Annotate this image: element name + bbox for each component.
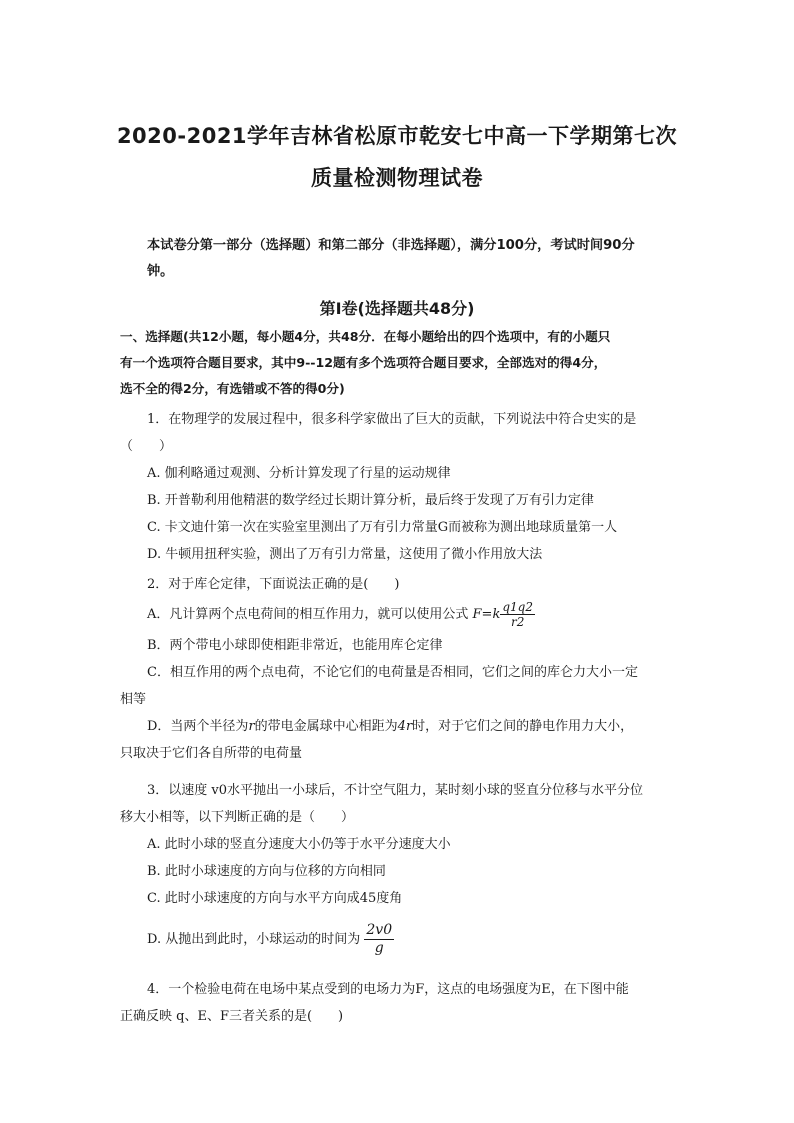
q2-d-post: 时，对于它们之间的静电作用力大小，: [412, 719, 634, 734]
q3-option-a: A. 此时小球的竖直分速度大小仍等于水平分速度大小: [147, 837, 451, 852]
coulomb-formula-fraction: [500, 600, 535, 629]
q2-option-d-line1: [120, 713, 680, 740]
q2-stem: 2．对于库仑定律，下面说法正确的是( ): [147, 577, 400, 592]
intro-line2: 钟。: [147, 264, 174, 279]
question-1: [120, 406, 680, 568]
q2-option-d-line2: 只取决于它们各自所带的电荷量: [120, 746, 303, 761]
q1-option-a: A. 伽利略通过观测、分析计算发现了行星的运动规律: [147, 466, 451, 481]
time-formula-fraction: [364, 922, 394, 957]
instructions-line1: 一、选择题(共12小题，每小题4分，共48分．在每小题给出的四个选项中，有的小题只: [120, 329, 611, 344]
q2-d-radius: r: [248, 719, 255, 734]
q2-option-a: [120, 598, 680, 632]
q3-stem-line1: 3．以速度 v0水平抛出一小球后，不计空气阻力，某时刻小球的竖直分位移与水平分位: [147, 783, 644, 798]
q3-formula-numerator: 2v0: [366, 922, 393, 938]
q2-d-mid: 的带电金属球中心相距为: [254, 719, 398, 734]
q1-option-b: B. 开普勒利用他精湛的数学经过长期计算分析，最后终于发现了万有引力定律: [147, 493, 594, 508]
q2-option-a-text: A．凡计算两个点电荷间的相互作用力，就可以使用公式: [147, 607, 469, 622]
q2-d-pre: D．当两个半径为: [147, 719, 249, 734]
q2-option-b: B．两个带电小球即使相距非常近，也能用库仑定律: [147, 638, 443, 653]
instructions-line3: 选不全的得2分，有选错或不答的得0分): [120, 381, 345, 396]
q3-option-d: [120, 920, 680, 960]
q1-stem-line2: （ ）: [120, 439, 173, 454]
q2-formula-numerator: q1q2: [502, 600, 533, 614]
q3-option-b: B. 此时小球速度的方向与位移的方向相同: [147, 864, 386, 879]
q2-option-c-line1: C．相互作用的两个点电荷，不论它们的电荷量是否相同，它们之间的库仑力大小一定: [147, 665, 638, 680]
q3-stem-line2: 移大小相等，以下判断正确的是（ ）: [120, 810, 355, 825]
q1-stem-line1: 1．在物理学的发展过程中，很多科学家做出了巨大的贡献，下列说法中符合史实的是: [147, 412, 637, 427]
q1-option-c: C. 卡文迪什第一次在实验室里测出了万有引力常量G而被称为测出地球质量第一人: [147, 520, 618, 535]
q1-option-d: D. 牛顿用扭秤实验，测出了万有引力常量，这使用了微小作用放大法: [147, 547, 543, 562]
q3-option-d-text: D. 从抛出到此时，小球运动的时间为: [147, 932, 361, 947]
intro-line1: 本试卷分第一部分（选择题）和第二部分（非选择题），满分100分，考试时间90分: [147, 238, 635, 253]
instructions-line2: 有一个选项符合题目要求，其中9--12题有多个选项符合题目要求，全部选对的得4分，: [120, 355, 607, 370]
exam-title-line1: 2020-2021学年吉林省松原市乾安七中高一下学期第七次: [116, 124, 678, 148]
q3-formula-denominator: g: [374, 940, 384, 956]
q3-option-c: C. 此时小球速度的方向与水平方向成45度角: [147, 891, 403, 906]
q2-d-distance: 4r: [397, 719, 413, 734]
section-title: 第Ⅰ卷(选择题共48分): [319, 299, 475, 318]
exam-title-line2: 质量检测物理试卷: [311, 166, 483, 190]
question-2: [120, 571, 680, 767]
q4-stem-line1: 4．一个检验电荷在电场中某点受到的电场力为F，这点的电场强度为E，在下图中能: [147, 982, 629, 997]
question-4: [120, 976, 680, 1030]
q4-stem-line2: 正确反映 q、E、F三者关系的是( ): [120, 1009, 344, 1024]
q2-option-c-line2: 相等: [120, 692, 147, 707]
section-instructions: [120, 324, 680, 402]
q2-formula-lhs: F=k: [472, 607, 501, 622]
exam-intro: [147, 233, 687, 285]
question-3: [120, 777, 680, 960]
q2-formula-denominator: r2: [510, 615, 525, 629]
